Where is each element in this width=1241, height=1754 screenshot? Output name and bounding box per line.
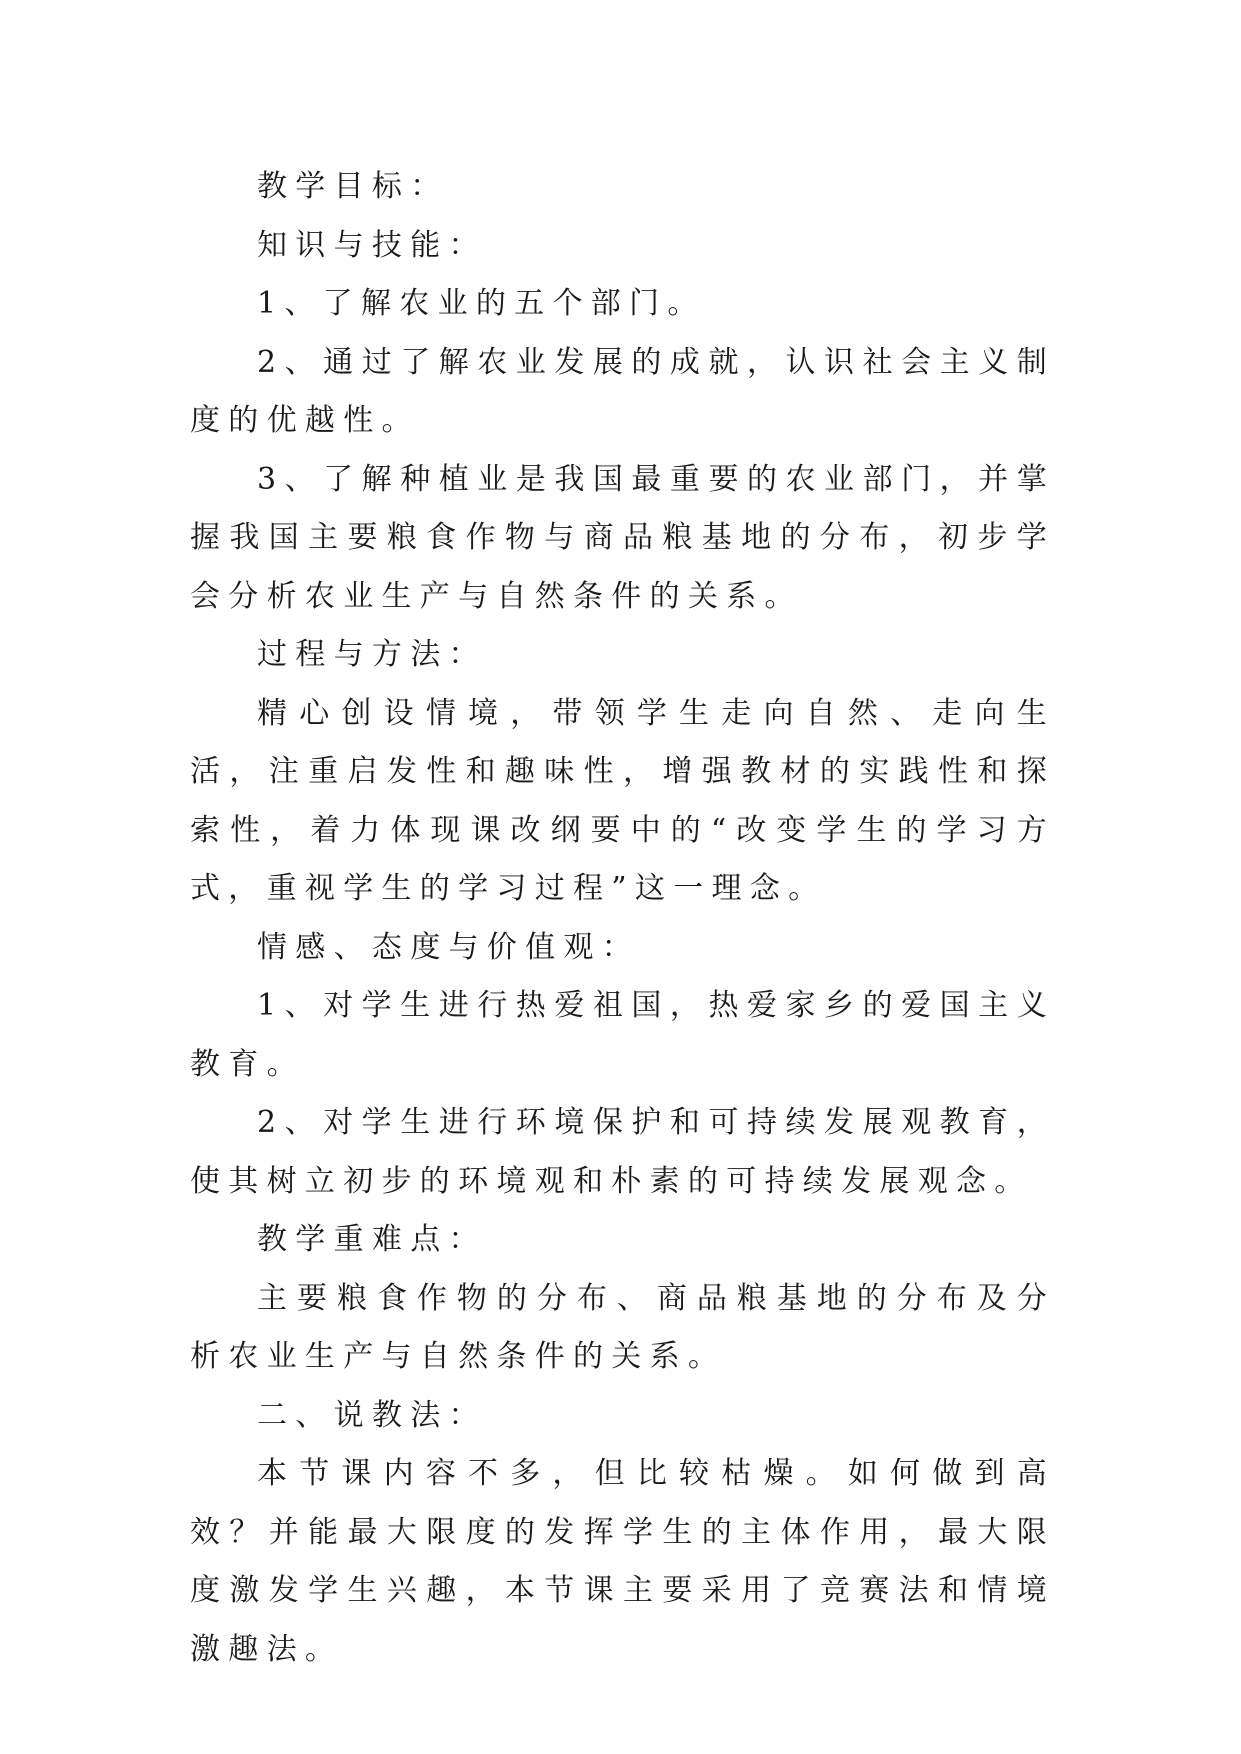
subheading-knowledge-skills: 知识与技能： [257,227,487,263]
document-body [190,158,1055,1679]
knowledge-item-1: 1、了解农业的五个部门。 [257,286,706,321]
knowledge-item-3: 3、了解种植业是我国最重要的农业部门，并掌握我国主要粮食作物与商品粮基地的分布，初步学会分析农业生产与自然条件的关系。 [190,461,1055,614]
heading-teaching-methods: 二、说教法： [257,1397,487,1433]
process-methods-text: 精心创设情境，带领学生走向自然、走向生活，注重启发性和趣味性，增强教材的实践性和探索性，着力体现课改纲要中的“改变学生的学习方式，重视学生的学习过程”这一理念。 [190,695,1055,906]
emotion-item-2: 2、对学生进行环境保护和可持续发展观教育，使其树立初步的环境观和朴素的可持续发展观念。 [190,1105,1055,1199]
teaching-methods-text: 本节课内容不多，但比较枯燥。如何做到高效？并能最大限度的发挥学生的主体作用，最大限度激发学生兴趣，本节课主要采用了竞赛法和情境激趣法。 [190,1456,1055,1667]
subheading-process-methods: 过程与方法： [257,637,487,672]
heading-teaching-objectives: 教学目标： [257,169,449,204]
emotion-item-1: 1、对学生进行热爱祖国，热爱家乡的爱国主义教育。 [190,988,1055,1082]
key-difficulties-text: 主要粮食作物的分布、商品粮基地的分布及分析农业生产与自然条件的关系。 [190,1280,1055,1374]
knowledge-item-2: 2、通过了解农业发展的成就，认识社会主义制度的优越性。 [190,344,1055,438]
heading-key-difficulties: 教学重难点： [257,1222,487,1257]
subheading-emotion-values: 情感、态度与价值观： [257,929,640,965]
